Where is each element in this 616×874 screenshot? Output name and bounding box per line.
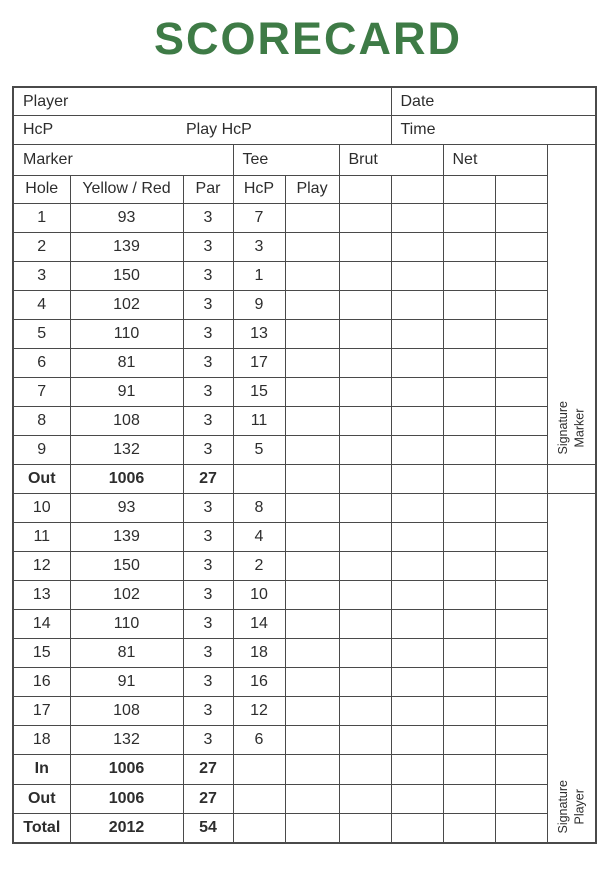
hole-column-header: Hole: [13, 175, 70, 203]
group-header-row: [13, 144, 596, 175]
hole-row: [13, 319, 596, 348]
play-hcp-label: Play HcP: [186, 120, 252, 138]
hole-number: 2: [13, 232, 70, 261]
hcp-row: [13, 115, 596, 144]
out2-label: Out: [13, 784, 70, 813]
score-cell: [233, 813, 285, 843]
score-cell: [443, 725, 495, 754]
score-cell: [391, 696, 443, 725]
total-par: 54: [183, 813, 233, 843]
hole-row: [13, 232, 596, 261]
hcp-value: 12: [233, 696, 285, 725]
hcp-value: 4: [233, 522, 285, 551]
score-cell: [495, 493, 547, 522]
hcp-value: 1: [233, 261, 285, 290]
in-label: In: [13, 754, 70, 784]
hcp-value: 6: [233, 725, 285, 754]
score-cell: [285, 464, 339, 493]
score-cell: [443, 175, 495, 203]
score-cell: [285, 493, 339, 522]
score-cell: [391, 609, 443, 638]
score-cell: [495, 175, 547, 203]
hole-number: 9: [13, 435, 70, 464]
score-cell: [391, 580, 443, 609]
score-cell: [391, 813, 443, 843]
score-cell: [391, 232, 443, 261]
score-cell: [391, 522, 443, 551]
score-cell: [391, 377, 443, 406]
score-cell: [443, 696, 495, 725]
score-cell: [443, 406, 495, 435]
score-cell: [339, 203, 391, 232]
hole-row: [13, 609, 596, 638]
hcp-value: 10: [233, 580, 285, 609]
hcp-value: 9: [233, 290, 285, 319]
signature-marker-label: Signature Marker: [556, 401, 587, 455]
hole-row: [13, 638, 596, 667]
score-cell: [495, 638, 547, 667]
hole-row: [13, 551, 596, 580]
signature-player-label: Signature Player: [556, 779, 587, 834]
score-cell: [285, 261, 339, 290]
score-cell: [233, 464, 285, 493]
score-cell: [443, 522, 495, 551]
score-cell: [443, 580, 495, 609]
yards-value: 93: [70, 493, 183, 522]
par-value: 3: [183, 290, 233, 319]
par-value: 3: [183, 522, 233, 551]
score-cell: [339, 435, 391, 464]
score-cell: [285, 754, 339, 784]
score-cell: [285, 813, 339, 843]
hole-number: 1: [13, 203, 70, 232]
signature-spacer-cell: [547, 464, 596, 493]
score-cell: [339, 348, 391, 377]
score-cell: [285, 406, 339, 435]
score-cell: [285, 725, 339, 754]
score-cell: [285, 667, 339, 696]
score-cell: [339, 696, 391, 725]
score-cell: [339, 290, 391, 319]
score-cell: [339, 725, 391, 754]
hole-number: 3: [13, 261, 70, 290]
hcp-label: HcP: [23, 120, 54, 138]
hole-row: [13, 493, 596, 522]
score-cell: [391, 319, 443, 348]
hole-number: 14: [13, 609, 70, 638]
par-value: 3: [183, 406, 233, 435]
score-cell: [285, 377, 339, 406]
score-cell: [339, 232, 391, 261]
score-cell: [495, 203, 547, 232]
score-cell: [339, 377, 391, 406]
score-cell: [391, 435, 443, 464]
par-value: 3: [183, 348, 233, 377]
yards-value: 150: [70, 551, 183, 580]
yards-value: 150: [70, 261, 183, 290]
hcp-value: 17: [233, 348, 285, 377]
hole-number: 16: [13, 667, 70, 696]
par-value: 3: [183, 725, 233, 754]
page-title: SCORECARD: [153, 13, 463, 64]
hole-row: [13, 667, 596, 696]
score-cell: [339, 638, 391, 667]
score-cell: [495, 725, 547, 754]
yards-column-header: Yellow / Red: [70, 175, 183, 203]
score-cell: [443, 464, 495, 493]
total-yards: 2012: [70, 813, 183, 843]
score-cell: [391, 784, 443, 813]
score-cell: [443, 493, 495, 522]
par-value: 3: [183, 493, 233, 522]
score-cell: [285, 784, 339, 813]
hole-row: [13, 348, 596, 377]
score-cell: [391, 551, 443, 580]
yards-value: 102: [70, 290, 183, 319]
total-row: [13, 813, 596, 843]
in-row: [13, 754, 596, 784]
hole-number: 18: [13, 725, 70, 754]
par-value: 3: [183, 580, 233, 609]
score-cell: [285, 609, 339, 638]
score-cell: [443, 784, 495, 813]
score-cell: [285, 290, 339, 319]
score-cell: [339, 261, 391, 290]
hole-row: [13, 406, 596, 435]
score-cell: [339, 406, 391, 435]
hole-row: [13, 261, 596, 290]
yards-value: 132: [70, 435, 183, 464]
out2-par: 27: [183, 784, 233, 813]
hole-row: [13, 696, 596, 725]
yards-value: 93: [70, 203, 183, 232]
score-cell: [391, 464, 443, 493]
score-cell: [285, 435, 339, 464]
in-par: 27: [183, 754, 233, 784]
hole-row: [13, 522, 596, 551]
tee-group-header: Tee: [233, 144, 339, 175]
hcp-value: 15: [233, 377, 285, 406]
score-cell: [443, 261, 495, 290]
score-cell: [391, 261, 443, 290]
signature-marker-cell: [547, 144, 596, 464]
score-cell: [495, 696, 547, 725]
score-cell: [495, 551, 547, 580]
hcp-value: 14: [233, 609, 285, 638]
hole-number: 17: [13, 696, 70, 725]
score-cell: [391, 203, 443, 232]
in-yards: 1006: [70, 754, 183, 784]
score-cell: [391, 175, 443, 203]
hole-number: 11: [13, 522, 70, 551]
scorecard-table: [12, 86, 597, 844]
hcp-value: 11: [233, 406, 285, 435]
hcp-value: 16: [233, 667, 285, 696]
score-cell: [339, 667, 391, 696]
hole-row: [13, 290, 596, 319]
hcp-value: 5: [233, 435, 285, 464]
hole-number: 15: [13, 638, 70, 667]
score-cell: [443, 377, 495, 406]
score-cell: [495, 522, 547, 551]
score-cell: [443, 435, 495, 464]
score-cell: [495, 667, 547, 696]
hole-number: 8: [13, 406, 70, 435]
yards-value: 81: [70, 638, 183, 667]
par-value: 3: [183, 319, 233, 348]
score-cell: [443, 319, 495, 348]
yards-value: 91: [70, 377, 183, 406]
score-cell: [443, 232, 495, 261]
hcp-value: 13: [233, 319, 285, 348]
score-cell: [495, 261, 547, 290]
par-value: 3: [183, 638, 233, 667]
hole-number: 13: [13, 580, 70, 609]
score-cell: [495, 232, 547, 261]
score-cell: [443, 667, 495, 696]
yards-value: 139: [70, 232, 183, 261]
score-cell: [285, 232, 339, 261]
hole-row: [13, 435, 596, 464]
out2-yards: 1006: [70, 784, 183, 813]
score-cell: [443, 551, 495, 580]
score-cell: [339, 551, 391, 580]
signature-player-cell: [547, 493, 596, 843]
hole-number: 5: [13, 319, 70, 348]
score-cell: [495, 290, 547, 319]
score-cell: [391, 638, 443, 667]
yards-value: 108: [70, 406, 183, 435]
par-value: 3: [183, 377, 233, 406]
par-value: 3: [183, 435, 233, 464]
score-cell: [285, 580, 339, 609]
score-cell: [285, 696, 339, 725]
score-cell: [339, 319, 391, 348]
yards-value: 110: [70, 609, 183, 638]
score-cell: [443, 813, 495, 843]
par-value: 3: [183, 203, 233, 232]
score-cell: [285, 348, 339, 377]
column-header-row: [13, 175, 596, 203]
par-value: 3: [183, 551, 233, 580]
hole-number: 12: [13, 551, 70, 580]
score-cell: [495, 754, 547, 784]
score-cell: [391, 290, 443, 319]
score-cell: [285, 319, 339, 348]
score-cell: [285, 203, 339, 232]
score-cell: [495, 406, 547, 435]
score-cell: [233, 784, 285, 813]
par-value: 3: [183, 696, 233, 725]
yards-value: 102: [70, 580, 183, 609]
score-cell: [391, 348, 443, 377]
hole-number: 7: [13, 377, 70, 406]
hcp-field: [13, 115, 391, 144]
score-cell: [233, 754, 285, 784]
score-cell: [495, 464, 547, 493]
score-cell: [285, 522, 339, 551]
score-cell: [285, 638, 339, 667]
par-value: 3: [183, 261, 233, 290]
score-cell: [443, 638, 495, 667]
score-cell: [391, 725, 443, 754]
score-cell: [495, 348, 547, 377]
player-row: [13, 87, 596, 115]
score-cell: [495, 609, 547, 638]
yards-value: 139: [70, 522, 183, 551]
yards-value: 81: [70, 348, 183, 377]
score-cell: [495, 319, 547, 348]
out-total-row: [13, 784, 596, 813]
score-cell: [391, 493, 443, 522]
hole-row: [13, 203, 596, 232]
score-cell: [391, 667, 443, 696]
par-value: 3: [183, 609, 233, 638]
hole-row: [13, 377, 596, 406]
score-cell: [443, 348, 495, 377]
score-cell: [285, 551, 339, 580]
score-cell: [495, 435, 547, 464]
hole-number: 10: [13, 493, 70, 522]
date-field: Date: [391, 87, 596, 115]
total-label: Total: [13, 813, 70, 843]
yards-value: 132: [70, 725, 183, 754]
score-cell: [339, 784, 391, 813]
yards-value: 91: [70, 667, 183, 696]
out-label: Out: [13, 464, 70, 493]
score-cell: [495, 813, 547, 843]
hcp-value: 8: [233, 493, 285, 522]
score-cell: [443, 754, 495, 784]
score-cell: [339, 813, 391, 843]
score-cell: [443, 290, 495, 319]
score-cell: [339, 493, 391, 522]
hcp-value: 18: [233, 638, 285, 667]
score-cell: [443, 609, 495, 638]
par-value: 3: [183, 232, 233, 261]
hole-number: 4: [13, 290, 70, 319]
out-yards: 1006: [70, 464, 183, 493]
yards-value: 110: [70, 319, 183, 348]
brut-group-header: Brut: [339, 144, 443, 175]
hcp-column-header: HcP: [233, 175, 285, 203]
yards-value: 108: [70, 696, 183, 725]
score-cell: [339, 580, 391, 609]
marker-group-header: Marker: [13, 144, 233, 175]
score-cell: [339, 522, 391, 551]
out-par: 27: [183, 464, 233, 493]
score-cell: [339, 754, 391, 784]
hcp-value: 7: [233, 203, 285, 232]
hole-row: [13, 580, 596, 609]
score-cell: [391, 754, 443, 784]
par-value: 3: [183, 667, 233, 696]
time-field: Time: [391, 115, 596, 144]
score-cell: [391, 406, 443, 435]
out-row: [13, 464, 596, 493]
score-cell: [339, 464, 391, 493]
net-group-header: Net: [443, 144, 547, 175]
player-field: Player: [13, 87, 391, 115]
score-cell: [495, 377, 547, 406]
hcp-value: 3: [233, 232, 285, 261]
par-column-header: Par: [183, 175, 233, 203]
play-column-header: Play: [285, 175, 339, 203]
hole-row: [13, 725, 596, 754]
score-cell: [443, 203, 495, 232]
hcp-value: 2: [233, 551, 285, 580]
score-cell: [339, 175, 391, 203]
score-cell: [495, 784, 547, 813]
hole-number: 6: [13, 348, 70, 377]
score-cell: [495, 580, 547, 609]
score-cell: [339, 609, 391, 638]
